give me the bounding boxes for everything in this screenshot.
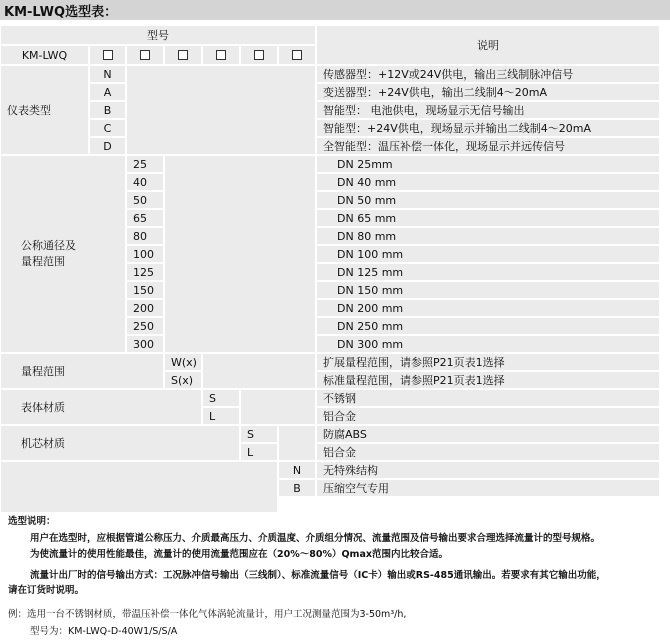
range-label-empty-block [203,354,315,388]
range-code: S(x) [165,372,201,388]
code-placeholder-box [165,46,201,64]
instrument-type-code: B [90,102,125,118]
diameter-empty-block [165,156,315,352]
code-placeholder-box [127,46,163,64]
diameter-code: 100 [127,246,163,262]
notes-example: 例：选用一台不锈钢材质，带温压补偿一体化气体涡轮流量计，用户工况测量范围为3-50m³/h, [8,609,407,620]
diameter-code: 80 [127,228,163,244]
body-material-desc: 铝合金 [317,408,659,424]
range-label: 量程范围 [1,354,163,388]
diameter-desc: DN 250 mm [317,318,659,334]
diameter-desc: DN 80 mm [317,228,659,244]
instrument-type-desc: 全智能型：温压补偿一体化，现场显示并远传信号 [317,138,659,154]
body-material-desc: 不锈钢 [317,390,659,406]
diameter-desc: DN 125 mm [317,264,659,280]
instrument-type-desc: 智能型：+24V供电，现场显示并输出二线制4～20mA [317,120,659,136]
description-header: 说明 [317,26,659,64]
notes-paragraph-3b: 请在订货时说明。 [8,585,85,596]
range-desc: 扩展量程范围，请参照P21页表1选择 [317,354,659,370]
notes-paragraph-1: 用户在选型时，应根据管道公称压力、介质最高压力、介质温度、介质组分情况、流量范围及信号输出要求合理选择流量计的型号规格。 [30,533,601,544]
code-placeholder-box [90,46,125,64]
diameter-desc: DN 25mm [317,156,659,172]
core-material-label-empty-block [279,426,315,460]
core-material-label: 机芯材质 [1,426,239,460]
body-material-code: S [203,390,239,406]
core-material-desc: 铝合金 [317,444,659,460]
instrument-type-desc: 变送器型：+24V供电，输出二线制4～20mA [317,84,659,100]
diameter-desc: DN 50 mm [317,192,659,208]
instrument-type-desc: 传感器型：+12V或24V供电，输出三线制脉冲信号 [317,66,659,82]
instrument-type-label: 仪表类型 [1,66,88,154]
diameter-code: 40 [127,174,163,190]
instrument-type-code: N [90,66,125,82]
code-placeholder-box [241,46,277,64]
instrument-type-code: A [90,84,125,100]
notes-paragraph-3a: 流量计出厂时的信号输出方式：工况脉冲信号输出（三线制）、标准流量信号（IC卡）输出或RS-485通讯输出。若要求有其它输出功能， [30,570,606,581]
diameter-code: 200 [127,300,163,316]
diameter-range-label: 公称通径及 量程范围 [1,156,125,352]
core-material-desc: 防腐ABS [317,426,659,442]
body-material-code: L [203,408,239,424]
checkbox-square-icon [178,50,188,60]
notes-model-example: 型号为：KM-LWQ-D-40W1/S/S/A [30,626,178,637]
body-material-label-empty-block [241,390,315,424]
extra-structure-desc: 无特殊结构 [317,462,659,478]
notes-paragraph-2: 为使流量计的使用性能最佳，流量计的使用流量范围应在（20%～80%）Qmax范围内比较合适。 [30,549,448,560]
diameter-desc: DN 100 mm [317,246,659,262]
instrument-type-code: C [90,120,125,136]
checkbox-square-icon [216,50,226,60]
instrument-type-empty-block [127,66,315,154]
model-name-cell: KM-LWQ [1,46,88,64]
range-desc: 标准量程范围，请参照P21页表1选择 [317,372,659,388]
diameter-code: 150 [127,282,163,298]
diameter-desc: DN 200 mm [317,300,659,316]
diameter-code: 25 [127,156,163,172]
instrument-type-desc: 智能型： 电池供电，现场显示无信号输出 [317,102,659,118]
extra-structure-empty-block [1,462,277,512]
diameter-code: 300 [127,336,163,352]
core-material-code: L [241,444,277,460]
range-code: W(x) [165,354,201,370]
model-header: 型号 [1,26,315,44]
diameter-code: 65 [127,210,163,226]
diameter-desc: DN 300 mm [317,336,659,352]
extra-structure-desc: 压缩空气专用 [317,480,659,496]
diameter-desc: DN 150 mm [317,282,659,298]
page-title: KM-LWQ选型表： [4,5,118,20]
checkbox-square-icon [140,50,150,60]
notes-heading: 选型说明： [8,516,56,527]
checkbox-square-icon [254,50,264,60]
checkbox-square-icon [103,50,113,60]
instrument-type-code: D [90,138,125,154]
diameter-desc: DN 65 mm [317,210,659,226]
code-placeholder-box [279,46,315,64]
extra-structure-code: N [279,462,315,478]
code-placeholder-box [203,46,239,64]
diameter-code: 250 [127,318,163,334]
body-material-label: 表体材质 [1,390,201,424]
checkbox-square-icon [292,50,302,60]
diameter-desc: DN 40 mm [317,174,659,190]
diameter-code: 50 [127,192,163,208]
title-bar [0,0,670,20]
diameter-code: 125 [127,264,163,280]
core-material-code: S [241,426,277,442]
extra-structure-code: B [279,480,315,496]
